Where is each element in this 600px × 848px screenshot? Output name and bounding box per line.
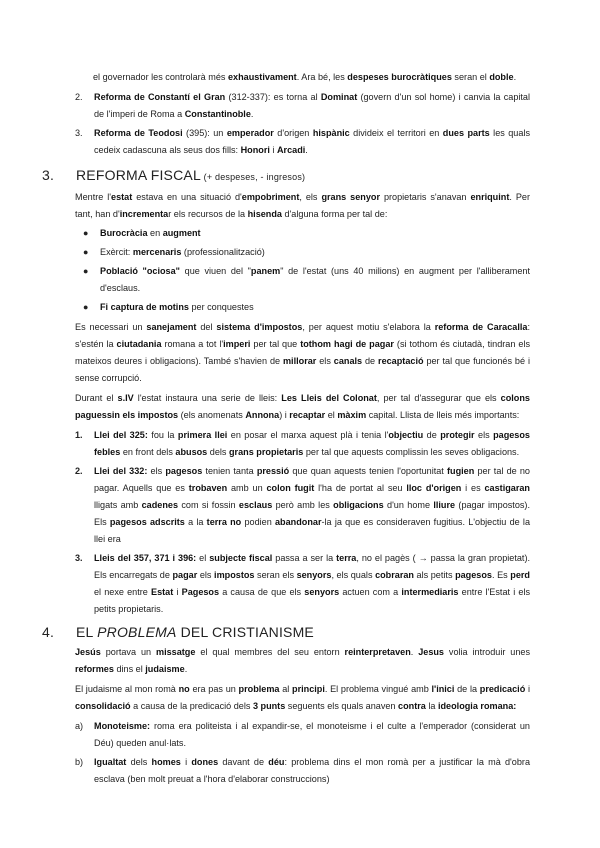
paragraph: Durant el s.IV l'estat instaura una serie de lleis: Les Lleis del Colonat, per tal d'assegurar que els colons paguessin els impostos (els anomenats Annona) i recaptar el màxim capital. Llista de lleis més importants: xyxy=(75,393,530,420)
list-item: a) Monoteisme: roma era politeista i al expandir-se, el monoteisme i el culte a l'emperador (considerat un Déu) queden anul·lats. xyxy=(75,721,530,748)
paragraph: El judaisme al mon romà no era pas un problema al principi. El problema vingué amb l'inici de la predicació i consolidació a causa de la predicació dels 3 punts seguents els quals anaven contra la ideologia romana: xyxy=(75,684,531,711)
list-item: ● Fi captura de motins per conquestes xyxy=(83,302,254,312)
bullet-list xyxy=(75,225,530,316)
list-item: 3. Reforma de Teodosi (395): un emperador d'origen hispànic divideix el territori en dues parts les quals cedeix cadascuna als seus dos fills: Honori i Arcadi. xyxy=(75,128,530,155)
paragraph: Mentre l'estat estava en una situació d'empobriment, els grans senyor propietaris s'anavan enriquint. Per tant, han d'incrementar els recursos de la hisenda d'alguna forma per tal de: xyxy=(75,192,530,219)
reform-list xyxy=(75,89,530,159)
list-item: ● Població "ociosa" que viuen del "panem" de l'estat (uns 40 milions) en augment per l'alliberament d'esclaus. xyxy=(83,266,530,293)
paragraph: Jesús portava un missatge el qual membres del seu entorn reinterpretaven. Jesus volia introduir unes reformes dins el judaisme. xyxy=(75,647,531,674)
continuation-paragraph: el governador les controlarà més exhaustivament. Ara bé, les despeses burocràtiques seran el doble. xyxy=(93,72,517,82)
list-item: 1. Llei del 325: fou la primera llei en posar el marxa aquest plà i tenia l'objectiu de protegir els pagesos febles en front dels abusos dels grans propietaris per tal que aquests complissin les seves obligacions. xyxy=(75,430,530,457)
list-item: ● Burocràcia en augment xyxy=(83,228,201,238)
list-item: ● Exèrcit: mercenaris (professionalització) xyxy=(83,247,265,257)
list-item: 3. Lleis del 357, 371 i 396: el subjecte fiscal passa a ser la terra, no el pagès ( → passa la gran propietat). Els encarregats de pagar els impostos seran els senyors, els quals cobraran als petits pagesos. Es perd el nexe entre Estat i Pagesos a causa de que els senyors actuen com a intermediaris entre l'Estat i els petits propietaris. xyxy=(75,553,531,614)
list-item: 2. Reforma de Constantí el Gran (312-337): es torna al Dominat (govern d'un sol home) i canvia la capital de l'imperi de Roma a Constantinoble. xyxy=(75,92,531,119)
section-heading-cristianisme: 4. EL PROBLEMA DEL CRISTIANISME xyxy=(42,624,314,640)
section-heading-reforma-fiscal: 3. REFORMA FISCAL (+ despeses, - ingresos) xyxy=(42,167,306,183)
alpha-list xyxy=(75,718,530,788)
paragraph: Es necessari un sanejament del sistema d'impostos, per aquest motiu s'elabora la reforma de Caracalla: s'estén la ciutadania romana a tot l'imperi per tal que tothom hagi de pagar (si tothom és ciutadà, tindran els mateixos deures i obligacions). També s'havien de millorar els canals de recaptació per tal que funcionés bé i sense corrupció. xyxy=(75,322,530,383)
laws-list xyxy=(75,427,530,618)
list-item: 2. Llei del 332: els pagesos tenien tanta pressió que quan aquests tenien l'oportunitat fugien per tal de no pagar. Aquells que es trobaven amb un colon fugit l'ha de portat al seu lloc d'origen i es castigaran lligats amb cadenes com si fossin esclaus però amb les obligacions d'un home lliure (pagar impostos). Els pagesos adscrits a la terra no podien abandonar-la ja que es consideraven fugitius. L'objectiu de la llei era xyxy=(75,466,530,544)
list-item: b) Igualtat dels homes i dones davant de déu: problema dins el mon romà per a justificar la mà d'obra esclava (ben molt preuat a l'hora d'elaborar construccions) xyxy=(75,757,530,784)
